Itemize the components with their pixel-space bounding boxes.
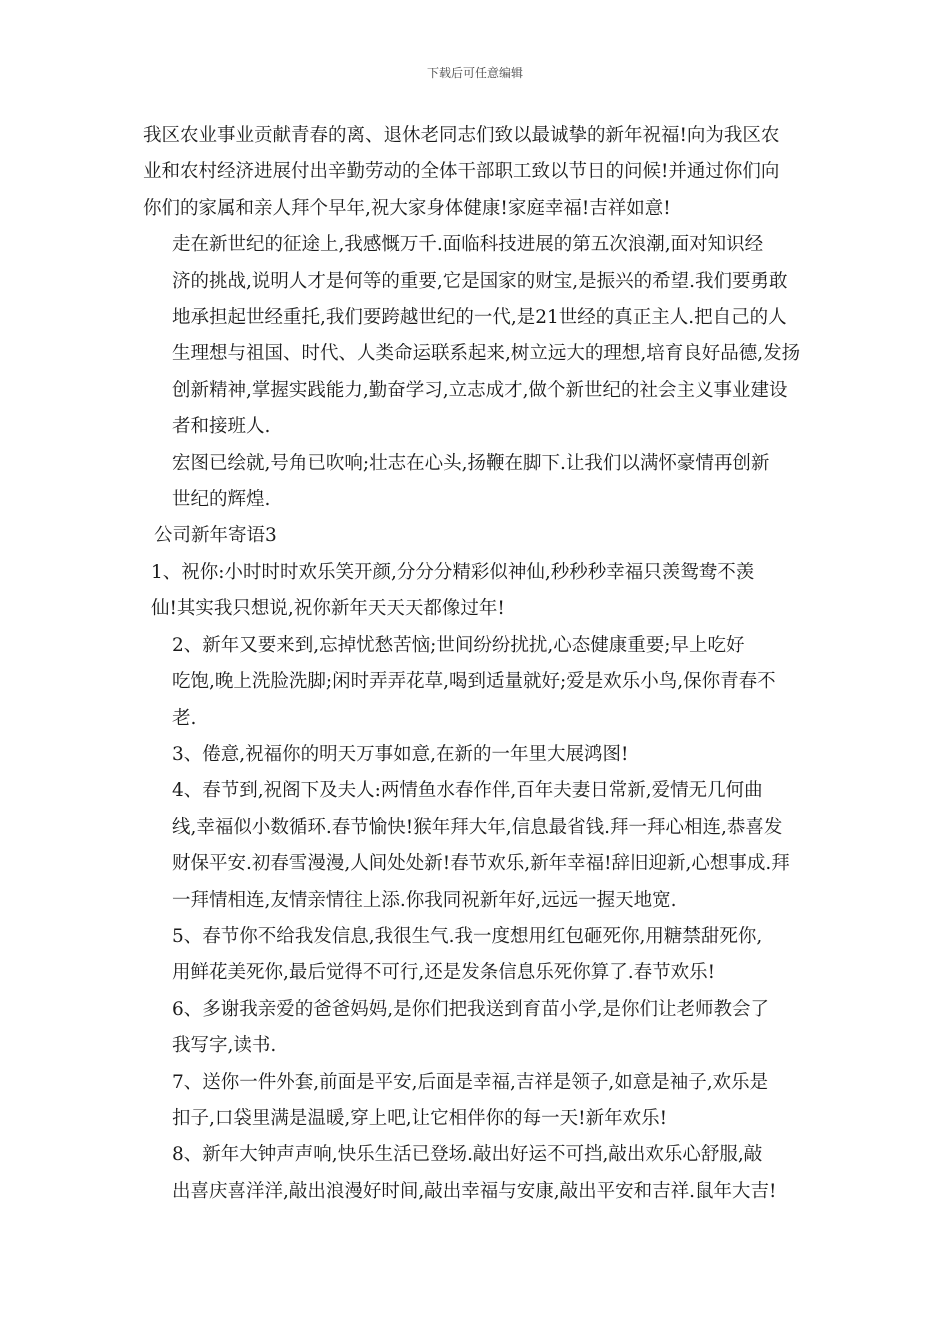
text-line: 吃饱,晚上洗脸洗脚;闲时弄弄花草,喝到适量就好;爱是欢乐小鸟,保你青春不 bbox=[172, 671, 776, 693]
text-line: 者和接班人. bbox=[172, 416, 271, 438]
text-line: 生理想与祖国、时代、人类命运联系起来,树立远大的理想,培育良好品德,发扬 bbox=[172, 343, 801, 365]
text-line: 5、春节你不给我发信息,我很生气.我一度想用红包砸死你,用糖禁甜死你, bbox=[172, 925, 763, 947]
text-line: 4、春节到,祝阁下及夫人:两情鱼水春作伴,百年夫妻日常新,爱情无几何曲 bbox=[172, 780, 763, 802]
text-line: 我区农业事业贡献青春的离、退休老同志们致以最诚挚的新年祝福!向为我区农 bbox=[143, 125, 780, 146]
paragraph bbox=[143, 992, 807, 1065]
document-body bbox=[143, 118, 807, 1210]
paragraph bbox=[143, 737, 807, 773]
paragraph bbox=[143, 773, 807, 919]
section-heading bbox=[143, 518, 807, 554]
paragraph bbox=[143, 227, 807, 445]
paragraph bbox=[143, 446, 807, 519]
text-line: 走在新世纪的征途上,我感慨万千.面临科技进展的第五次浪潮,面对知识经 bbox=[172, 234, 764, 256]
text-line: 扣子,口袋里满是温暖,穿上吧,让它相伴你的每一天!新年欢乐! bbox=[172, 1107, 668, 1129]
paragraph bbox=[143, 555, 807, 628]
text-line: 用鲜花美死你,最后觉得不可行,还是发条信息乐死你算了.春节欢乐! bbox=[172, 962, 716, 984]
text-line: 仙!其实我只想说,祝你新年天天天都像过年! bbox=[151, 598, 505, 620]
text-line: 线,幸福似小数循环.春节愉快!猴年拜大年,信息最省钱.拜一拜心相连,恭喜发 bbox=[172, 816, 783, 838]
text-line: 宏图已绘就,号角已吹响;壮志在心头,扬鞭在脚下.让我们以满怀豪情再创新 bbox=[172, 452, 770, 474]
text-line: 老. bbox=[172, 707, 197, 729]
text-line: 一拜情相连,友情亲情往上添.你我同祝新年好,远远一握天地宽. bbox=[172, 889, 677, 911]
text-line: 地承担起世经重托,我们要跨越世纪的一代,是21世经的真正主人.把自己的人 bbox=[172, 307, 787, 329]
text-line: 济的挑战,说明人才是何等的重要,它是国家的财宝,是振兴的希望.我们要勇敢 bbox=[172, 270, 788, 292]
text-line: 1、祝你:小时时时欢乐笑开颜,分分分精彩似神仙,秒秒秒幸福只羡鸳鸯不羡 bbox=[151, 561, 755, 583]
paragraph bbox=[143, 1065, 807, 1138]
paragraph bbox=[143, 919, 807, 992]
paragraph bbox=[143, 1137, 807, 1210]
text-line: 出喜庆喜洋洋,敲出浪漫好时间,敲出幸福与安康,敲出平安和吉祥.鼠年大吉! bbox=[172, 1180, 777, 1202]
text-line: 3、倦意,祝福你的明天万事如意,在新的一年里大展鸿图! bbox=[172, 743, 629, 765]
paragraph bbox=[143, 118, 807, 227]
text-line: 公司新年寄语3 bbox=[154, 525, 277, 547]
text-line: 我写字,读书. bbox=[172, 1035, 277, 1057]
page-header-note: 下载后可任意编辑 bbox=[426, 66, 523, 80]
text-line: 2、新年又要来到,忘掉忧愁苦恼;世间纷纷扰扰,心态健康重要;早上吃好 bbox=[172, 634, 745, 656]
text-line: 业和农村经济进展付出辛勤劳动的全体干部职工致以节日的问候!并通过你们向 bbox=[143, 161, 780, 183]
text-line: 世纪的辉煌. bbox=[172, 489, 271, 511]
text-line: 财保平安.初春雪漫漫,人间处处新!春节欢乐,新年幸福!辞旧迎新,心想事成.拜 bbox=[172, 853, 790, 875]
text-line: 6、多谢我亲爱的爸爸妈妈,是你们把我送到育苗小学,是你们让老师教会了 bbox=[172, 998, 770, 1020]
text-line: 你们的家属和亲人拜个早年,祝大家身体健康!家庭幸福!吉祥如意! bbox=[143, 197, 671, 219]
text-line: 8、新年大钟声声响,快乐生活已登场.敲出好运不可挡,敲出欢乐心舒服,敲 bbox=[172, 1144, 763, 1166]
text-line: 创新精神,掌握实践能力,勤奋学习,立志成才,做个新世纪的社会主义事业建设 bbox=[172, 379, 788, 401]
paragraph bbox=[143, 628, 807, 737]
text-line: 7、送你一件外套,前面是平安,后面是幸福,吉祥是领子,如意是袖子,欢乐是 bbox=[172, 1071, 769, 1093]
